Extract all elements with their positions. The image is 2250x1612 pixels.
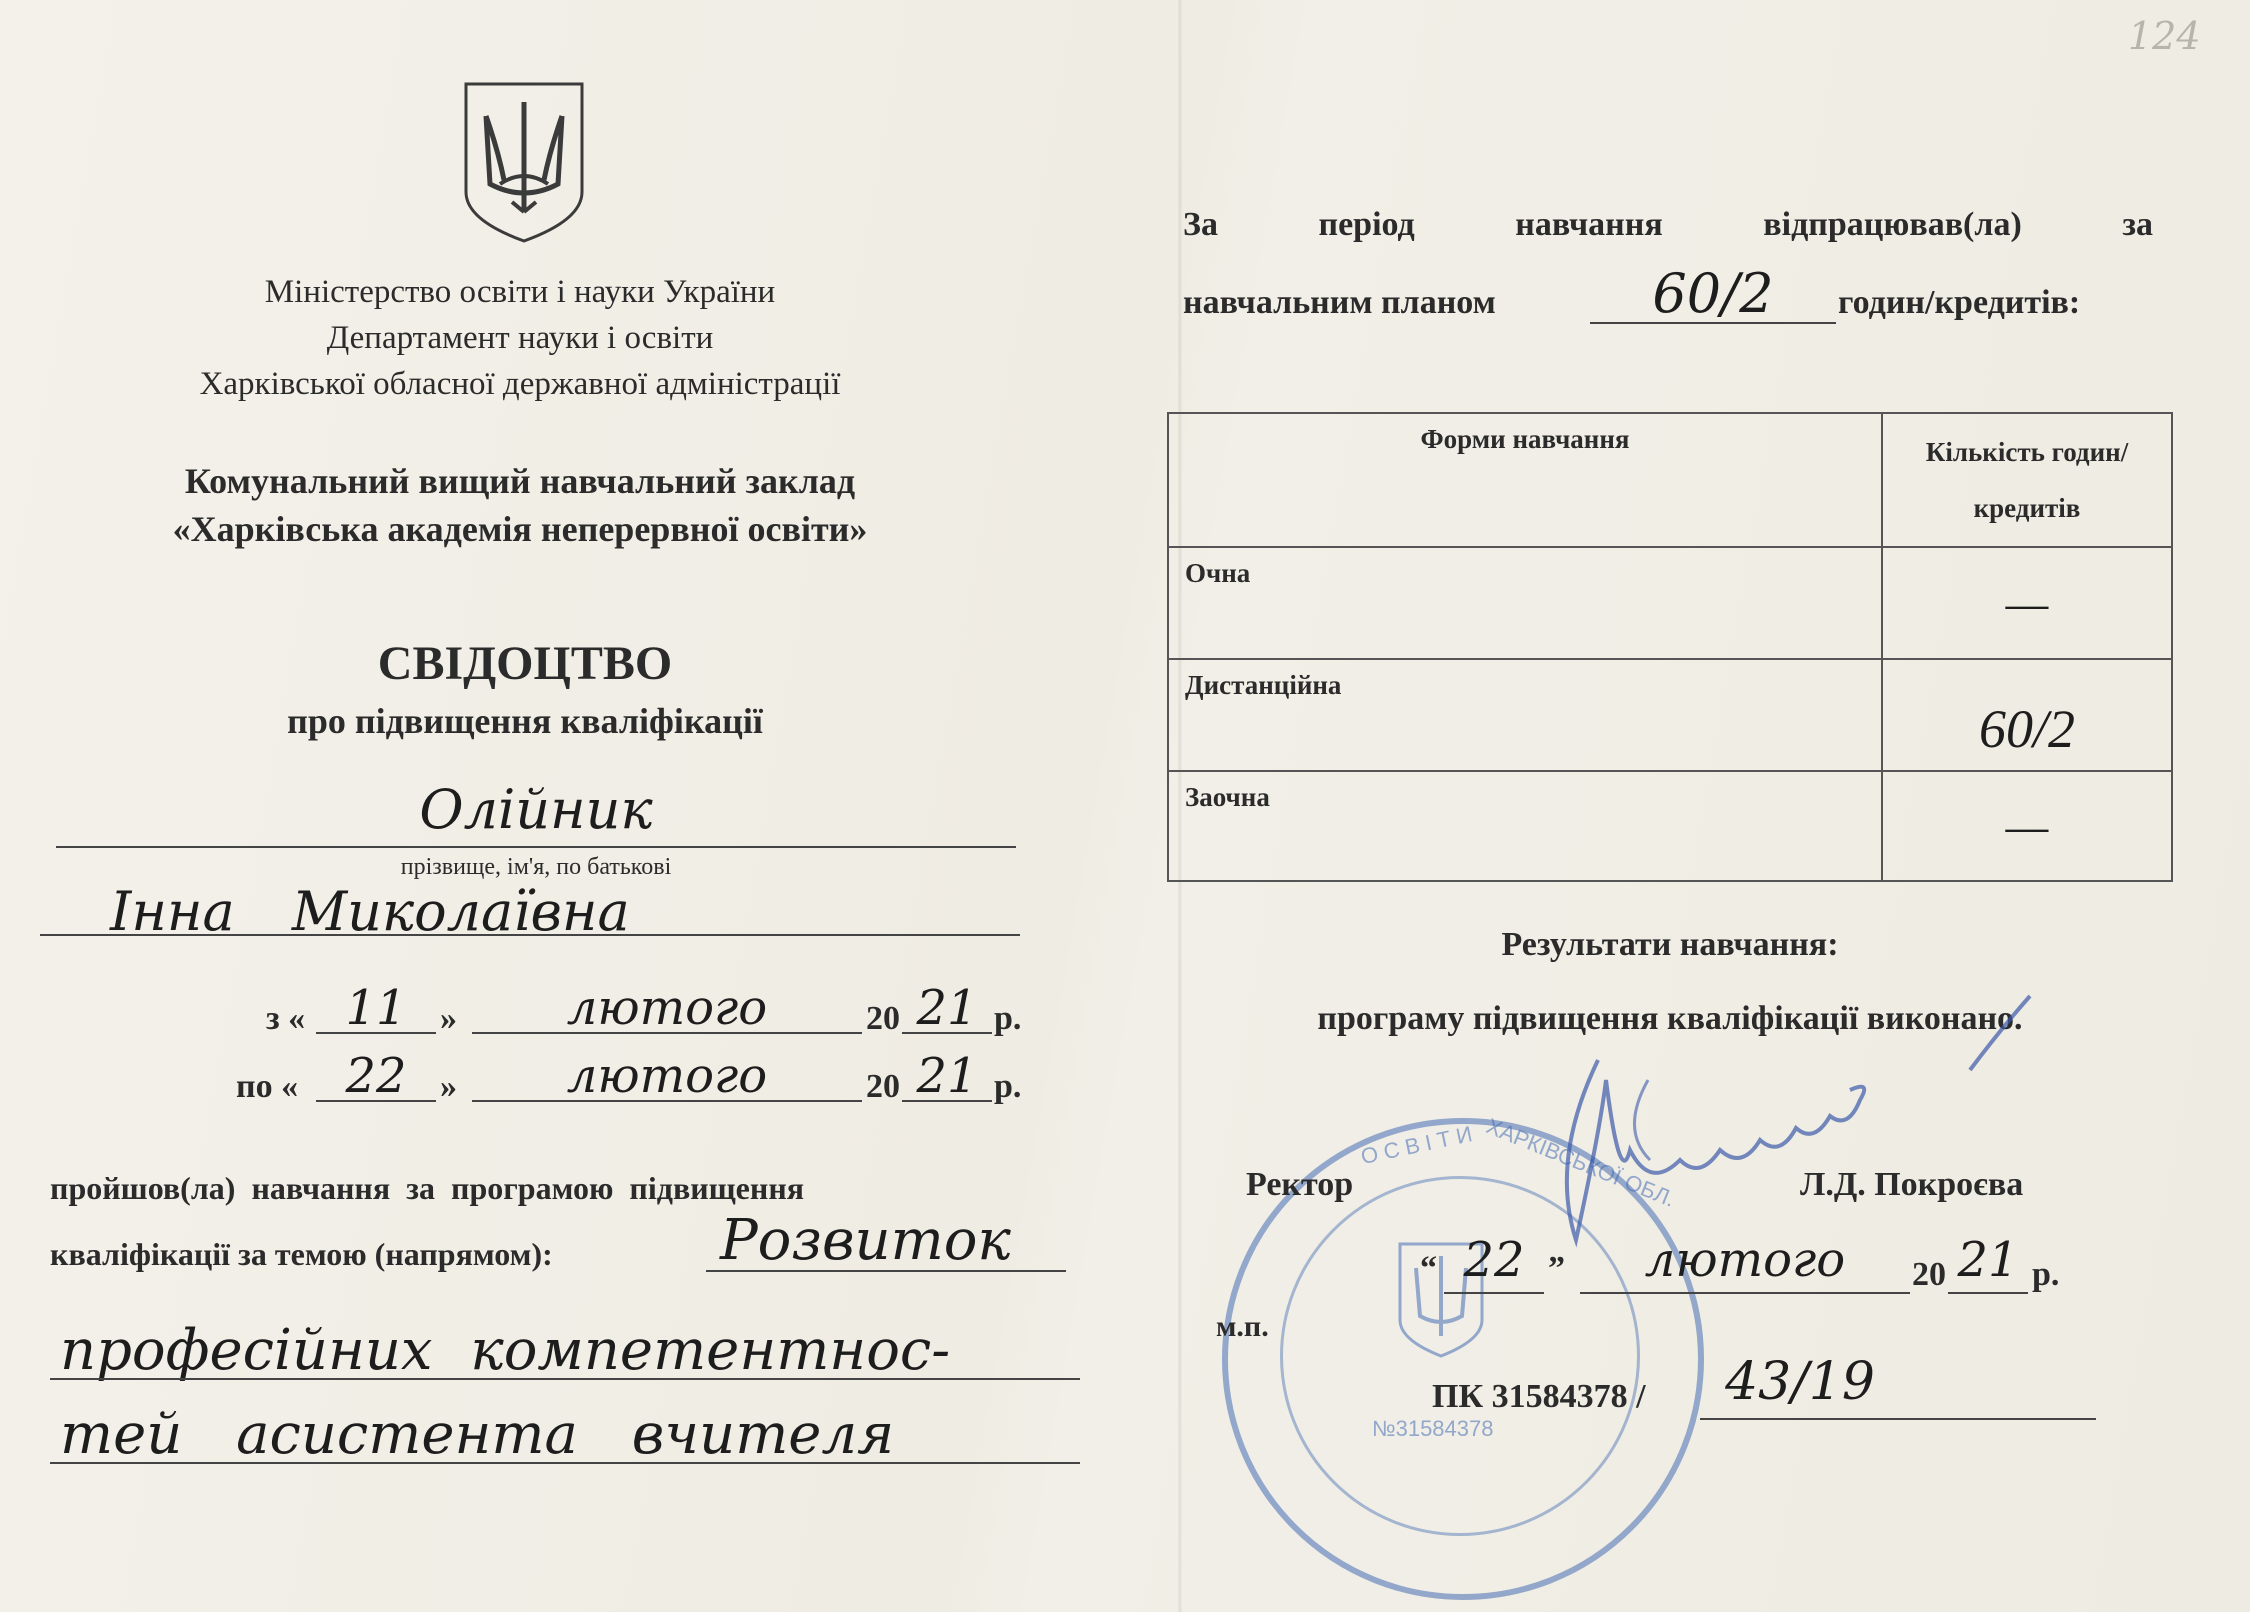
given-names-value: Інна Миколаївна: [110, 880, 630, 943]
given-names-line: [40, 934, 1020, 936]
sign-year-prefix: 20: [1912, 1256, 1946, 1293]
institution-line-2: «Харківська академія неперервної освіти»: [172, 509, 868, 549]
seal-code-text: №31584378: [1372, 1416, 1494, 1441]
topic-line-4-underline: [50, 1462, 1080, 1464]
period-to-year-prefix: 20: [866, 1068, 900, 1105]
table-row-value: —: [1882, 771, 2172, 881]
period-from-year-prefix: 20: [866, 1000, 900, 1037]
sign-quote-open: “: [1420, 1250, 1437, 1287]
period-to-year-unit: р.: [994, 1068, 1022, 1105]
topic-line-2: кваліфікації за темою (напрямом):: [50, 1236, 553, 1272]
rector-name: Л.Д. Покроєва: [1800, 1166, 2024, 1203]
table-header-row: [1168, 413, 2172, 547]
sign-quote-close: ”: [1548, 1250, 1565, 1287]
sign-year-unit: р.: [2032, 1256, 2060, 1293]
period-from-month-line: [472, 1032, 862, 1034]
rector-label: Ректор: [1246, 1166, 1354, 1203]
administration-text: Харківської обласної державної адміністрації: [199, 366, 841, 402]
mp-label: м.п.: [1216, 1310, 1269, 1343]
period-from-month: лютого: [566, 980, 768, 1036]
registration-line: [1700, 1418, 2096, 1420]
table-row-form: Дистанційна: [1168, 659, 1882, 771]
intro-hours-value: 60/2: [1652, 262, 1774, 325]
period-from-year-unit: р.: [994, 1000, 1022, 1037]
intro-line-2-suffix: годин/кредитів:: [1838, 284, 2081, 321]
sign-month: лютого: [1644, 1232, 1846, 1288]
period-to-month-line: [472, 1100, 862, 1102]
table-row-form: Очна: [1168, 547, 1882, 659]
sign-year-suffix: 21: [1957, 1232, 2019, 1288]
name-caption: прізвище, ім'я, по батькові: [400, 854, 672, 880]
period-to-year-suffix: 21: [916, 1048, 978, 1104]
table-row: [1168, 547, 2172, 659]
table-header-count: Кількість годин/кредитів: [1882, 413, 2172, 547]
certificate-title: СВІДОЦТВО: [377, 637, 673, 690]
certificate-subtitle: про підвищення кваліфікації: [287, 701, 763, 741]
topic-line-2-underline: [706, 1270, 1066, 1272]
intro-line-2-prefix: навчальним планом: [1183, 284, 1496, 321]
period-from-year-suffix: 21: [916, 980, 978, 1036]
table-row-value: —: [1882, 547, 2172, 659]
topic-value-part-2: професійних компетентнос-: [60, 1318, 951, 1383]
trident-emblem-icon: [460, 80, 588, 245]
period-from-prefix: з «: [266, 1000, 306, 1037]
topic-line-1: пройшов(ла) навчання за програмою підвищення: [50, 1170, 805, 1206]
seal-top-text: ОСВІТИ: [1358, 1119, 1481, 1170]
intro-line-1: За період навчання відпрацював(ла) за: [1183, 206, 2153, 243]
registration-value: 43/19: [1725, 1352, 1875, 1412]
seal-middle-text: ХАРКІВСЬКОЇ ОБЛ.: [1482, 1113, 1679, 1212]
study-forms-table: [1167, 412, 2173, 882]
topic-line-3-underline: [50, 1378, 1080, 1380]
sign-month-line: [1580, 1292, 1910, 1294]
period-from-year-line: [902, 1032, 992, 1034]
period-to-quote-close: »: [440, 1068, 457, 1105]
sign-year-line: [1948, 1292, 2028, 1294]
surname-value: Олійник: [419, 778, 653, 841]
table-row-form: Заочна: [1168, 771, 1882, 881]
period-from-day: 11: [345, 980, 407, 1036]
period-to-day-line: [316, 1100, 436, 1102]
period-to-prefix: по «: [236, 1068, 299, 1105]
department-text: Департамент науки і освіти: [326, 320, 714, 356]
results-text: програму підвищення кваліфікації виконано.: [1317, 1000, 2023, 1037]
topic-value-part-1: Розвиток: [720, 1208, 1011, 1273]
topic-value-part-3: тей асистента вчителя: [60, 1402, 895, 1467]
period-from-quote-close: »: [440, 1000, 457, 1037]
period-from-day-line: [316, 1032, 436, 1034]
ministry-text: Міністерство освіти і науки України: [264, 274, 776, 310]
institution-line-1: Комунальний вищий навчальний заклад: [184, 461, 856, 501]
period-to-month: лютого: [566, 1048, 768, 1104]
period-to-day: 22: [345, 1048, 407, 1104]
registration-prefix: ПК 31584378 /: [1432, 1378, 1646, 1415]
sign-day-line: [1444, 1292, 1544, 1294]
table-row-value: 60/2: [1882, 659, 2172, 771]
results-title: Результати навчання:: [1501, 926, 1839, 963]
table-row: [1168, 771, 2172, 881]
period-to-year-line: [902, 1100, 992, 1102]
intro-hours-line: [1590, 322, 1836, 324]
table-header-form: Форми навчання: [1168, 413, 1882, 547]
table-row: [1168, 659, 2172, 771]
check-mark-icon: [1960, 990, 2040, 1080]
sign-day: 22: [1463, 1232, 1525, 1288]
surname-line: [56, 846, 1016, 848]
page-number: 124: [2128, 14, 2201, 58]
